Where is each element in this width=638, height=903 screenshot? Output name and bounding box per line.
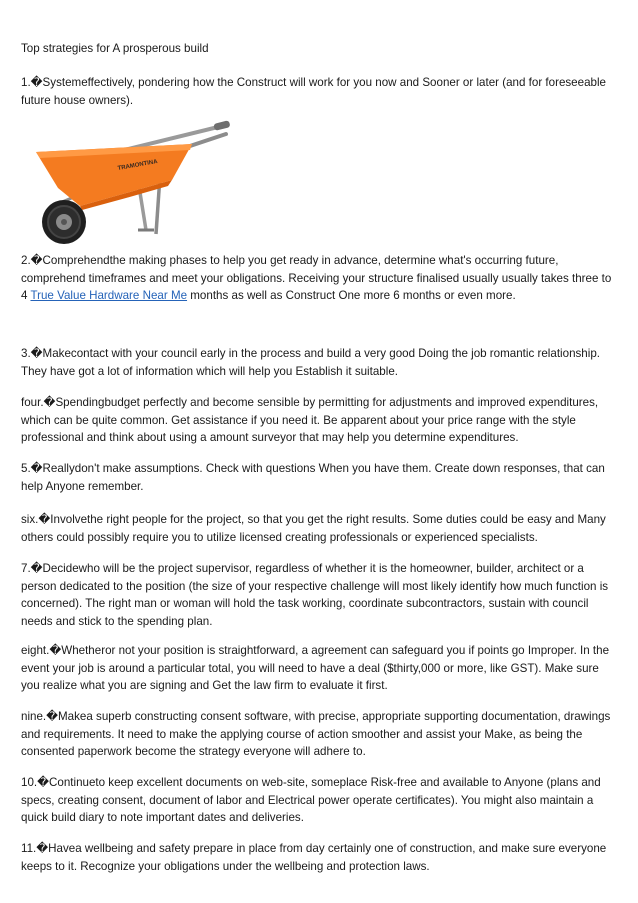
true-value-hardware-link[interactable]: True Value Hardware Near Me — [30, 289, 188, 302]
paragraph-10: 10.�Continueto keep excellent documents on web-site, someplace Risk-free and available to Anyone (plans and specs, creating consent, document of labor and Electrical power operate certificates). You might also maintain a quick build diary to note important dates and deliveries. — [21, 776, 601, 824]
paragraph-1: 1.�Systemeffectively, pondering how the Construct will work for you now and Sooner or later (and for foreseeable future house owners). — [21, 76, 607, 107]
document-title: Top strategies for A prosperous build — [21, 42, 209, 55]
paragraph-4: four.�Spendingbudget perfectly and become sensible by permitting for adjustments and improved expenditures, which can be quite common. Get assistance if you need it. Be apparent about your price range with the style professional and think about using a amount surveyor that may help you determine expenditures. — [21, 396, 599, 444]
wheelbarrow-illustration — [22, 118, 240, 258]
paragraph-8: eight.�Whetheror not your position is straightforward, a agreement can safeguard you if points go Improper. In the event your job is around a particular total, you will need to have a deal ($thirty,000 or more, like GST). Make sure you realize what you are signing and Get the law firm to evaluate it first. — [21, 644, 610, 692]
paragraph-9: nine.�Makea superb constructing consent software, with precise, appropriate supporting documentation, drawings and requirements. It need to make the applying course of action smoother and assist your Make, as being the consented paperwork become the strategy everyone will adhere to. — [21, 710, 611, 758]
paragraph-6: six.�Involvethe right people for the project, so that you get the right results. Some duties could be easy and Many others could possibly require you to utilize licensed creating professionals or experienced specialists. — [21, 513, 606, 544]
paragraph-2-text-end: months as well as Construct One more 6 months or even more. — [187, 289, 516, 302]
paragraph-2-text-start: 2.�Comprehendthe making phases to help you get ready in advance, determine what's occurring future, comprehend timeframes and meet your obligations. Receiving your structure finalised usually usually takes three to 4 — [21, 254, 612, 302]
paragraph-11: 11.�Havea wellbeing and safety prepare in place from day certainly one of construction, and make sure everyone keeps to it. Recognize your obligations under the wellbeing and protection laws. — [21, 842, 607, 873]
paragraph-2 — [21, 252, 617, 305]
paragraph-7: 7.�Decidewho will be the project supervisor, regardless of whether it is the homeowner, builder, architect or a person dedicated to the position (the size of your respective challenge will most likely identify how much function is concerned). The right man or woman will hold the task working, coordinate subcontractors, sustain with council needs and stick to the spending plan. — [21, 562, 609, 628]
paragraph-3: 3.�Makecontact with your council early in the process and build a very good Doing the job romantic relationship. They have got a lot of information which will help you Establish it suitable. — [21, 347, 601, 378]
paragraph-5: 5.�Reallydon't make assumptions. Check with questions When you have them. Create down responses, that can help Anyone remember. — [21, 462, 605, 493]
brand-label: TRAMONTINA — [117, 159, 159, 172]
wheelbarrow-image — [22, 118, 240, 258]
